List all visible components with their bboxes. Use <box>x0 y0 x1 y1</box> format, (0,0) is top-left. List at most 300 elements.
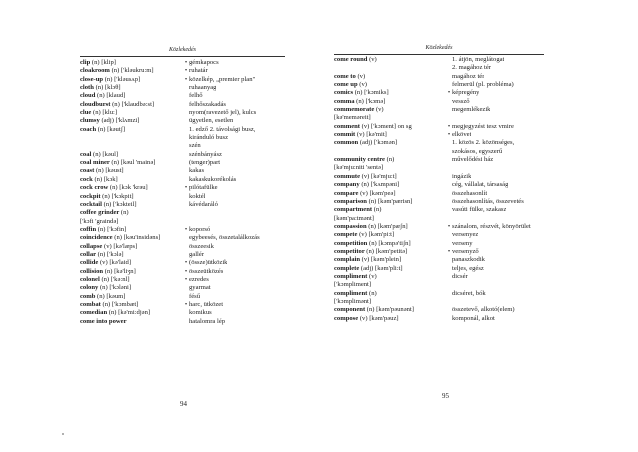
dictionary-entry <box>334 164 559 172</box>
translation: összehasonlít <box>452 189 488 197</box>
translation: ruhatár <box>189 67 208 75</box>
headword: clue <box>80 109 92 117</box>
headword: common <box>334 139 359 147</box>
part-of-speech: (n) <box>93 150 101 158</box>
headword: come up <box>334 81 358 89</box>
headword-cell <box>334 315 446 323</box>
pronunciation: [kɔk 'krəu] <box>119 184 148 192</box>
bullet-icon: • <box>447 222 451 230</box>
headword: close-up <box>80 75 104 83</box>
headword: coal <box>80 150 92 158</box>
bullet-icon: • <box>184 75 188 83</box>
part-of-speech: (v) <box>356 131 365 139</box>
headword-cell <box>80 268 183 276</box>
headword-cell <box>80 284 183 292</box>
headword: compassion <box>334 222 367 230</box>
headword-cell <box>80 318 183 326</box>
dictionary-entry <box>80 259 295 267</box>
pronunciation: [kəm'pəuz] <box>369 314 399 322</box>
bullet-icon <box>446 114 452 122</box>
headword: cloakroom <box>80 67 110 75</box>
dictionary-entry <box>334 315 559 323</box>
pronunciation: [kəm'pi:t] <box>368 231 395 239</box>
translation: felhőszakadás <box>189 100 226 108</box>
headword: cocktail <box>80 200 102 208</box>
bullet-icon: • <box>184 184 188 192</box>
headword-cell <box>334 281 446 289</box>
entry-list <box>80 59 295 326</box>
headword-cell <box>80 117 183 125</box>
part-of-speech: (n) <box>97 125 106 133</box>
dictionary-entry <box>80 59 295 67</box>
part-of-speech: (v) <box>359 314 368 322</box>
translation: panaszkodik <box>452 256 485 264</box>
headword-cell <box>334 98 446 106</box>
pronunciation: ['kləusʌp] <box>114 75 141 83</box>
translation: ezredes <box>189 275 209 283</box>
part-of-speech: (n) <box>104 267 113 275</box>
translation: komikus <box>189 309 212 317</box>
dictionary-entry <box>334 223 559 231</box>
dictionary-entry <box>80 109 295 117</box>
pronunciation: [kəm'pa:tmənt] <box>334 214 375 222</box>
dictionary-entry <box>80 84 295 92</box>
dictionary-entry <box>334 173 559 181</box>
pronunciation: [kə'mju:t] <box>371 172 397 180</box>
part-of-speech: (n) <box>97 292 105 300</box>
headword: colonel <box>80 275 100 283</box>
translation: fésű <box>189 292 200 300</box>
translation: kiránduló busz <box>189 134 229 142</box>
dictionary-entry <box>334 256 559 264</box>
pronunciation: [kə'laid] <box>109 259 132 267</box>
headword-cell <box>80 176 183 184</box>
headword-cell <box>334 240 446 248</box>
part-of-speech: (n) <box>94 175 103 183</box>
part-of-speech: (v) <box>369 272 377 280</box>
pronunciation: [kə'læps] <box>113 242 138 250</box>
headword-cell <box>80 92 183 100</box>
dictionary-entry <box>334 123 559 131</box>
headword-cell <box>334 190 446 198</box>
part-of-speech: (v) <box>375 106 384 114</box>
bullet-icon: • <box>184 259 188 267</box>
headword-cell <box>80 101 183 109</box>
dictionary-entry <box>80 159 295 167</box>
bullet-icon: • <box>184 267 188 275</box>
pronunciation: [kɔmpə'tiʃn] <box>378 239 411 247</box>
headword: cock <box>80 175 93 183</box>
scan-speck <box>62 433 64 435</box>
dictionary-entry <box>334 131 559 139</box>
pronunciation: ['kɔmbæt] <box>111 300 139 308</box>
headword: comb <box>80 292 96 300</box>
headword-cell <box>334 223 446 231</box>
translation: összetevő, alkotó(elem) <box>452 306 515 314</box>
dictionary-entry <box>80 226 295 234</box>
headword-cell <box>80 151 183 159</box>
headword-cell <box>334 123 446 131</box>
part-of-speech: (n) <box>369 289 377 297</box>
dictionary-entry <box>334 215 559 223</box>
headword-cell <box>334 64 446 72</box>
headword: commit <box>334 131 356 139</box>
part-of-speech: (n) <box>368 197 377 205</box>
headword-cell <box>334 198 446 206</box>
page-number: 94 <box>180 400 187 408</box>
part-of-speech: (n) <box>373 206 382 214</box>
part-of-speech: (n) <box>112 100 120 108</box>
dictionary-entry <box>334 198 559 206</box>
headword: collar <box>80 250 96 258</box>
pronunciation: ['kɔmiks] <box>364 89 389 97</box>
dictionary-entry <box>80 243 295 251</box>
part-of-speech: (v) <box>361 122 370 130</box>
headword: compete <box>334 231 358 239</box>
bullet-icon: • <box>447 122 451 130</box>
translation: vasúti fülke, szakasz <box>452 206 507 214</box>
pronunciation: ['kɔmpliment] <box>334 281 372 289</box>
dictionary-entry <box>334 73 559 81</box>
translation: gémkapocs <box>189 59 219 66</box>
dictionary-entry <box>80 134 295 142</box>
dictionary-entry <box>80 301 295 309</box>
translation: (tenger)part <box>189 159 221 167</box>
translation: képregény <box>452 89 480 97</box>
headword-cell <box>334 231 446 239</box>
headword-cell <box>80 251 183 259</box>
pronunciation: ['kɔkteil] <box>113 200 137 208</box>
part-of-speech: (n) <box>95 167 104 175</box>
translation: dicséret, bók <box>452 289 486 297</box>
translation: nyom(ravezető jel), kulcs <box>189 109 257 117</box>
dictionary-entry <box>80 167 295 175</box>
pronunciation: ['kɔmplimənt] <box>334 297 372 305</box>
translation: vessző <box>452 97 470 105</box>
part-of-speech: (n) <box>97 92 105 100</box>
translation: szánalom, részvét, könyörület <box>452 222 531 230</box>
dictionary-entry <box>334 98 559 106</box>
translation: kávédaráló <box>189 200 218 208</box>
translation: egybeesés, összetalálkozás <box>189 234 260 242</box>
part-of-speech: (n) <box>114 234 122 242</box>
dictionary-entry <box>334 139 559 147</box>
pronunciation: [kə'meməreit] <box>334 114 371 122</box>
translation: szénbányász <box>189 150 222 158</box>
dictionary-entry <box>334 114 559 122</box>
dictionary-entry <box>334 248 559 256</box>
part-of-speech: (v) <box>361 256 370 264</box>
headword-cell <box>334 181 446 189</box>
headword-cell <box>80 209 183 217</box>
bullet-icon: • <box>184 225 188 233</box>
headword: competition <box>334 239 368 247</box>
part-of-speech: (n) <box>104 75 113 83</box>
translation: versenyez <box>452 231 479 239</box>
pronunciation: [klɔθ] <box>104 84 121 92</box>
dictionary-entry <box>334 64 559 72</box>
part-of-speech: (n) <box>366 306 375 314</box>
dictionary-entry <box>80 268 295 276</box>
dictionary-entry <box>334 265 559 273</box>
pronunciation: [kə'mi:djən] <box>118 309 151 317</box>
headword: coffee grinder <box>80 209 120 217</box>
translation: 1. edző 2. távolsági busz, <box>189 125 256 133</box>
translation: hatalomra lép <box>189 317 226 325</box>
headword: comparison <box>334 197 367 205</box>
dictionary-entry <box>80 176 295 184</box>
page-number: 95 <box>442 392 449 400</box>
headword: compose <box>334 314 359 322</box>
headword-cell <box>334 56 446 64</box>
headword: come round <box>334 56 368 63</box>
dictionary-entry <box>334 306 559 314</box>
translation: versenyző <box>452 247 479 255</box>
headword: compare <box>334 189 359 197</box>
pronunciation: ['kɔmə] <box>365 97 386 105</box>
part-of-speech: (n) <box>111 67 120 75</box>
part-of-speech: (n) <box>354 89 363 97</box>
part-of-speech: (adj) <box>101 117 114 125</box>
pronunciation: [kəm'pli:t] <box>375 264 403 272</box>
dictionary-entry <box>334 240 559 248</box>
dictionary-entry <box>80 251 295 259</box>
translation: 1. közös 2. közönséges, <box>452 139 515 147</box>
translation: ruhaanyag <box>189 84 217 92</box>
headword-cell <box>80 67 183 75</box>
headword: complain <box>334 256 361 264</box>
pronunciation: ['klaudbə:st] <box>121 100 155 108</box>
pronunciation: ['kləukru:m] <box>120 67 154 75</box>
dictionary-entry <box>80 142 295 150</box>
headword-cell <box>334 89 446 97</box>
dictionary-entry <box>80 276 295 284</box>
part-of-speech: (v) <box>104 242 112 250</box>
pronunciation: [kəu'insidəns] <box>123 234 161 242</box>
translation: szokásos, egyszerű <box>452 147 503 155</box>
dictionary-entry <box>80 184 295 192</box>
part-of-speech: (n) <box>103 200 112 208</box>
part-of-speech: (n) <box>386 156 395 164</box>
part-of-speech: (n) <box>361 181 370 189</box>
dictionary-entry <box>80 126 295 134</box>
pronunciation: [klip] <box>101 59 116 66</box>
bullet-icon: • <box>447 131 451 139</box>
bullet-icon <box>183 209 189 217</box>
headword: comics <box>334 89 354 97</box>
headword: competitor <box>334 247 365 255</box>
headword: comma <box>334 97 355 105</box>
dictionary-entry <box>80 218 295 226</box>
translation: megemlékezik <box>452 106 491 114</box>
running-header <box>80 46 285 57</box>
headword-cell <box>334 173 446 181</box>
translation: összeesik <box>189 242 214 250</box>
pronunciation: [klu:] <box>102 109 118 117</box>
dictionary-entry <box>334 156 559 164</box>
part-of-speech: (n) <box>101 275 110 283</box>
translation: szén <box>189 142 201 150</box>
translation: teljes, egész <box>452 264 484 272</box>
headword: cloudburst <box>80 100 111 108</box>
dictionary-entry <box>80 76 295 84</box>
translation: 2. magához tér <box>452 64 491 72</box>
headword: cock crow <box>80 184 109 192</box>
translation: elkövet <box>452 131 472 139</box>
pronunciation: [kəm'pærisn] <box>377 197 413 205</box>
dictionary-entry <box>80 293 295 301</box>
headword: collapse <box>80 242 103 250</box>
headword-cell <box>334 273 446 281</box>
headword: company <box>334 181 360 189</box>
headword-cell <box>334 148 446 156</box>
headword: clumsy <box>80 117 100 125</box>
bullet-icon <box>446 215 452 223</box>
headword-cell <box>334 306 446 314</box>
pronunciation: ['kɔləni] <box>109 284 132 292</box>
headword: coincidence <box>80 234 113 242</box>
headword-cell <box>334 164 446 172</box>
part-of-speech: (n) <box>120 209 129 217</box>
dictionary-entry <box>334 106 559 114</box>
headword: coffin <box>80 225 97 233</box>
headword: compartment <box>334 206 373 214</box>
translation: koktél <box>189 192 206 200</box>
headword: commute <box>334 172 360 180</box>
dictionary-entry <box>80 151 295 159</box>
part-of-speech: (v) <box>357 72 366 80</box>
headword-cell <box>80 309 183 317</box>
running-header <box>334 44 544 55</box>
dictionary-entry <box>334 206 559 214</box>
translation: (össze)ütközik <box>189 259 228 267</box>
translation: cég, vállalat, társaság <box>452 181 509 189</box>
bullet-icon: • <box>184 67 188 75</box>
headword: component <box>334 306 366 314</box>
headword-cell <box>334 156 446 164</box>
pronunciation: ['klʌmzi] <box>115 117 140 125</box>
headword-cell <box>80 159 183 167</box>
pronunciation: [kəutʃ] <box>107 125 126 133</box>
bullet-icon: • <box>184 300 188 308</box>
part-of-speech: (n) <box>99 284 108 292</box>
part-of-speech: (n) <box>102 192 110 200</box>
translation: művelődési ház <box>452 156 494 164</box>
dictionary-entry <box>80 101 295 109</box>
headword-cell <box>80 234 183 242</box>
headword-cell <box>80 276 183 284</box>
pronunciation: ['kɔfi 'graində] <box>80 217 119 225</box>
translation: dicsér <box>452 272 468 280</box>
dictionary-entry <box>80 117 295 125</box>
headword-cell <box>80 193 183 201</box>
part-of-speech: (n) <box>109 184 118 192</box>
headword: cloth <box>80 84 94 92</box>
dictionary-entry <box>334 298 559 306</box>
pronunciation: [kəum] <box>106 292 126 300</box>
translation: komponál, alkot <box>452 314 495 322</box>
dictionary-entry <box>334 56 559 64</box>
headword: collide <box>80 259 99 267</box>
headword-cell <box>80 126 183 134</box>
part-of-speech: (adj) <box>360 264 374 272</box>
headword: cloud <box>80 92 96 100</box>
pronunciation: ['kɔlə] <box>107 250 124 258</box>
dictionary-entry <box>334 231 559 239</box>
right-page <box>319 0 638 452</box>
bullet-icon: • <box>447 89 451 97</box>
headword-cell <box>334 298 446 306</box>
headword: compliment <box>334 272 368 280</box>
dictionary-entry <box>334 281 559 289</box>
dictionary-entry <box>80 234 295 242</box>
part-of-speech: (n) <box>368 222 376 230</box>
headword-cell <box>80 226 183 234</box>
headword: clip <box>80 59 91 66</box>
part-of-speech: (n) <box>95 84 104 92</box>
headword: cockpit <box>80 192 101 200</box>
headword: come to <box>334 72 356 80</box>
part-of-speech: (v) <box>359 81 367 89</box>
headword: coach <box>80 125 97 133</box>
part-of-speech: (v) <box>359 231 367 239</box>
bullet-icon <box>446 298 452 306</box>
part-of-speech: (n) <box>97 225 106 233</box>
translation: megjegyzést tesz vmire <box>452 122 514 130</box>
part-of-speech: (n) <box>369 239 377 247</box>
headword: comedian <box>80 309 108 317</box>
headword-cell <box>80 109 183 117</box>
pronunciation: [kəust] <box>105 167 124 175</box>
headword-cell <box>334 248 446 256</box>
pronunciation: [kəul] <box>102 150 119 158</box>
dictionary-entry <box>80 309 295 317</box>
dictionary-entry <box>334 290 559 298</box>
headword-cell <box>334 215 446 223</box>
dictionary-entry <box>80 318 295 326</box>
headword: comment <box>334 122 360 130</box>
translation: ingázik <box>452 172 472 180</box>
translation: közelkép, „premier plan" <box>189 75 256 83</box>
dictionary-entry <box>334 148 559 156</box>
headword-cell <box>334 256 446 264</box>
headword-cell <box>80 76 183 84</box>
dictionary-entry <box>334 81 559 89</box>
headword-cell <box>334 131 446 139</box>
part-of-speech: (n) <box>108 309 117 317</box>
headword-cell <box>80 167 183 175</box>
part-of-speech: (n) <box>93 109 101 117</box>
entry-list <box>334 56 559 323</box>
translation: kakas <box>189 167 205 175</box>
headword-cell <box>80 293 183 301</box>
part-of-speech: (n) <box>102 300 111 308</box>
translation: pilótafülke <box>189 184 218 192</box>
part-of-speech: (n) <box>97 250 106 258</box>
pronunciation: ['kə:nl] <box>110 275 130 283</box>
pronunciation: [kəm'pæʃn] <box>377 222 408 230</box>
pronunciation: [kəm'plein] <box>371 256 402 264</box>
dictionary-entry <box>334 89 559 97</box>
translation: felmerül (pl. probléma) <box>452 81 514 89</box>
part-of-speech: (n) <box>366 247 374 255</box>
pronunciation: ['kɔfin] <box>107 225 127 233</box>
dictionary-entry <box>334 190 559 198</box>
bullet-icon <box>183 218 189 226</box>
dictionary-entry <box>80 201 295 209</box>
headword-cell <box>80 184 183 192</box>
pronunciation: ['kɔkpit] <box>111 192 134 200</box>
